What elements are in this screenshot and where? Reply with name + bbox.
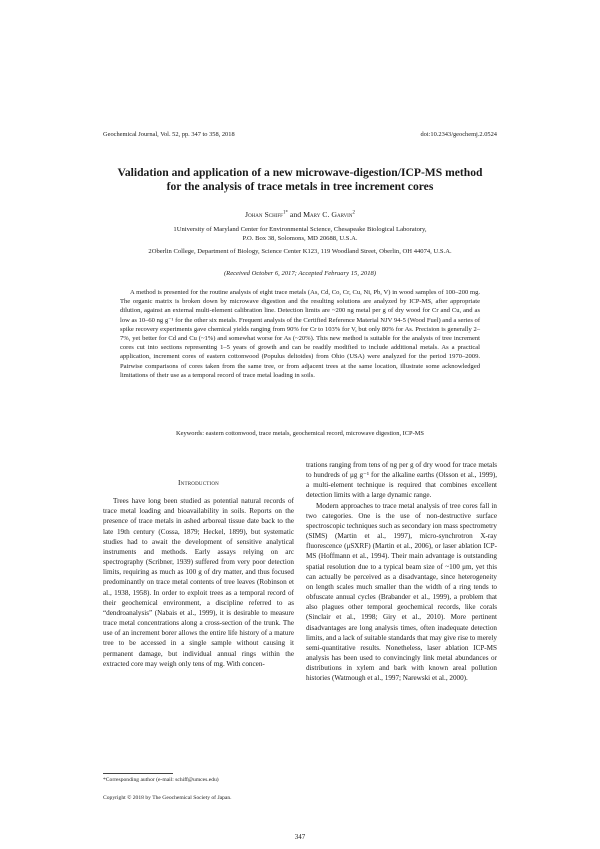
author-1: Johan Schiff — [245, 210, 283, 219]
affiliation-1-line-2: P.O. Box 38, Solomons, MD 20688, U.S.A. — [242, 235, 358, 242]
section-heading-introduction: Introduction — [178, 478, 219, 487]
title-line-1: Validation and application of a new microwave-digestion/ICP-MS method — [117, 166, 483, 179]
author-2-mark: 2 — [352, 210, 355, 216]
intro-paragraph-1-continued: trations ranging from tens of ng per g of dry wood for trace metals to hundreds of μg g⁻¹ for the alkaline earths (Olsson et al., 1999), a multi-element technique is required that combines excellent detection limits with a large dynamic range. — [306, 461, 497, 500]
affiliation-1 — [100, 225, 500, 243]
intro-paragraph-1: Trees have long been studied as potential natural records of trace metal loading and bioavailability in soils. Reports on the presence of trace metals in ashed arboreal tissue date back to the late 19th century (Cossa, 1879; Heckel, 1899), but systematic studies had to await the development of sensitive analytical instruments and methods. Early assays relying on arc spectrography (Scribner, 1939) suffered from very poor detection limits, requiring as much as 100 g of dry matter, and thus focused predominantly on trace metal contents of tree leaves (Robinson et al., 1938, 1958). In order to exploit trees as a temporal record of their geochemical environment, a discipline referred to as “dendroanalysis” (Nabais et al., 1999), it is desirable to measure trace metal concentrations along a cross-section of the trunk. The use of an increment borer allows the entire life history of a mature tree to be accessed in a single sample without causing it permanent damage, but individual annual rings within the extracted core may weigh only tens of mg. With concen- — [103, 497, 294, 668]
author-2: Mary C. Garvin — [303, 210, 353, 219]
intro-paragraph-2: Modern approaches to trace metal analysis of tree cores fall in two categories. One is the use of non-destructive surface spectroscopic techniques such as secondary ion mass spectrometry (SIMS) (Martin et al., 1997), micro-synchrotron X-ray fluorescence (μSXRF) (Martin et al., 2006), or laser ablation ICP-MS (Hoffmann et al., 1994). Their main advantage is outstanding spatial resolution due to a typical beam size of ~100 μm, yet this can actually be perceived as a disadvantage, since heterogeneity on length scales much smaller than the width of a ring tends to obfuscate annual cycles (Brabander et al., 1999), a problem that also plagues other temporal geochemical records, like corals (Sinclair et al., 1998; Giry et al., 2010). More pertinent disadvantages are long analysis times, often inadequate detection limits, and a lack of suitable standards that may give rise to merely semi-quantitative results. Nonetheless, laser ablation ICP-MS analysis has been used to convincingly link metal abundances or distributions in xylem and bark with known areal pollution histories (Watmough et al., 1997; Narewski et al., 2000). — [306, 501, 497, 683]
footnote-divider — [103, 773, 173, 774]
left-column — [103, 460, 294, 669]
abstract: A method is presented for the routine analysis of eight trace metals (As, Cd, Co, Cr, Cu, Ni, Pb, V) in wood samples of 100–200 mg. The organic matrix is broken down by microwave digestion and the resulting solutions are analyzed by ICP-MS, after appropriate dilution, against an external multi-element calibration line. Detection limits are ~200 ng metal per g of dry wood for Cr and Cu, and as low as 10–60 ng g⁻¹ for the other six metals. Frequent analysis of the Certified Reference Material NJV 94-5 (Wood Fuel) and a series of spike recovery experiments gave chemical yields ranging from 90% for Cr to 103% for V, but only 80% for As. Precision is generally 2–7%, yet better for Cd and Cu (~1%) and somewhat worse for As (~20%). This new method is suitable for the analysis of tree increment cores cut into sections representing 1–5 years of growth and can be readily modified to include additional metals. As a practical application, increment cores of eastern cottonwood (Populus deltoides) from Ohio (USA) were analyzed for the period 1970–2009. Pairwise comparisons of cores taken from the same tree, or from adjacent trees at the same location, illustrate some acknowledged limitations of their use as a temporal record of trace metal loading in soils. — [120, 289, 480, 379]
affiliation-1-line-1: 1University of Maryland Center for Environmental Science, Chesapeake Biological Laboratory, — [173, 226, 427, 233]
received-dates: (Received October 6, 2017; Accepted February 15, 2018) — [223, 270, 377, 277]
author-1-mark: 1* — [282, 210, 288, 216]
right-column — [306, 460, 497, 683]
doi-label: doi:10.2343/geochemj.2.0524 — [420, 131, 497, 138]
author-list — [100, 210, 500, 219]
keywords: Keywords: eastern cottonwood, trace metals, geochemical record, microwave digestion, ICP-MS — [176, 430, 424, 437]
affiliation-2: 2Oberlin College, Department of Biology, Science Center K123, 119 Woodland Street, Oberlin, OH 44074, U.S.A. — [148, 248, 452, 255]
author-conjunction: and — [287, 210, 304, 219]
copyright-notice: Copyright © 2018 by The Geochemical Society of Japan. — [103, 795, 232, 801]
page-number: 347 — [294, 833, 306, 841]
title-line-2: for the analysis of trace metals in tree increment cores — [166, 180, 434, 193]
paper-title — [100, 166, 500, 194]
corresponding-author-footnote: *Corresponding author (e-mail: schiff@umces.edu) — [103, 777, 219, 783]
journal-citation: Geochemical Journal, Vol. 52, pp. 347 to 358, 2018 — [103, 131, 235, 138]
